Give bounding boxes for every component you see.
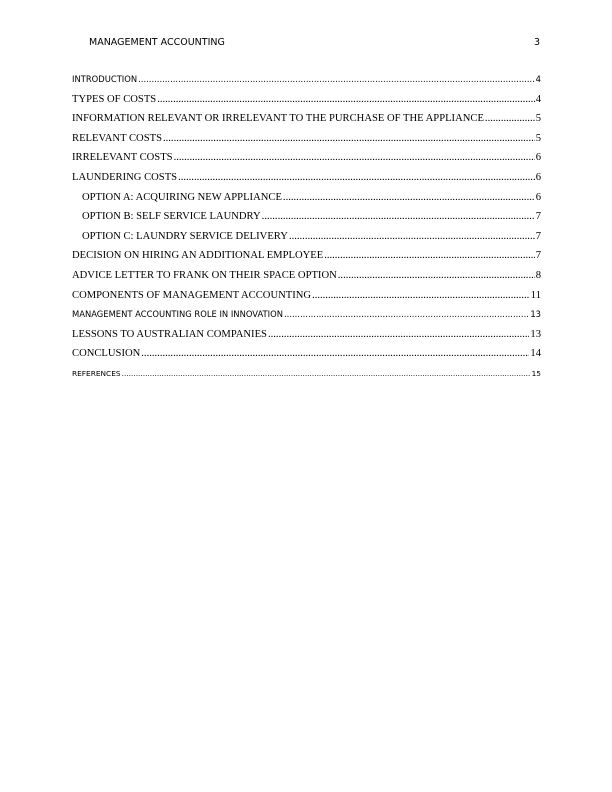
dot-leader	[141, 344, 529, 364]
toc-entry-label: INFORMATION RELEVANT OR IRRELEVANT TO THE PURCHASE OF THE APPLIANCE	[72, 113, 484, 125]
dot-leader	[138, 70, 535, 90]
dot-leader	[283, 188, 535, 208]
toc-entry-label: OPTION A: ACQUIRING NEW APPLIANCE	[82, 191, 282, 203]
toc-entry-introduction[interactable]	[72, 70, 541, 90]
toc-entry-page: 7	[535, 250, 541, 262]
dot-leader	[312, 286, 530, 306]
toc-entry-lessons[interactable]	[72, 325, 541, 345]
toc-entry-components[interactable]	[72, 286, 541, 306]
table-of-contents	[72, 70, 541, 384]
toc-entry-page: 7	[535, 211, 541, 223]
toc-entry-label: TYPES OF COSTS	[72, 93, 157, 105]
dot-leader	[268, 325, 529, 345]
toc-entry-label: RELEVANT COSTS	[72, 132, 162, 144]
toc-entry-page: 8	[535, 269, 541, 281]
toc-entry-label: ADVICE LETTER TO FRANK ON THEIR SPACE OPTION	[72, 269, 337, 281]
dot-leader	[163, 129, 535, 149]
toc-entry-page: 13	[530, 328, 541, 340]
toc-entry-role-in-innovation[interactable]	[72, 305, 541, 325]
toc-entry-label: OPTION B: SELF SERVICE LAUNDRY	[82, 211, 261, 223]
toc-entry-label: OPTION C: LAUNDRY SERVICE DELIVERY	[82, 230, 288, 242]
page-header	[89, 37, 540, 51]
toc-entry-option-c[interactable]	[72, 227, 541, 247]
toc-entry-page: 11	[530, 289, 541, 301]
dot-leader	[262, 207, 535, 227]
toc-entry-laundering-costs[interactable]	[72, 168, 541, 188]
toc-entry-label: REFERENCES	[72, 368, 121, 378]
dot-leader	[122, 364, 531, 384]
toc-entry-page: 15	[531, 368, 541, 378]
toc-entry-page: 4	[535, 93, 541, 105]
toc-entry-option-a[interactable]	[72, 188, 541, 208]
toc-entry-page: 13	[530, 309, 541, 320]
toc-entry-advice-letter[interactable]	[72, 266, 541, 286]
toc-entry-label: INTRODUCTION	[72, 74, 138, 84]
dot-leader	[174, 148, 535, 168]
toc-entry-page: 5	[535, 113, 541, 125]
dot-leader	[157, 90, 535, 110]
toc-entry-label: CONCLUSION	[72, 348, 141, 360]
toc-entry-label: LESSONS TO AUSTRALIAN COMPANIES	[72, 328, 267, 340]
toc-entry-page: 4	[535, 74, 541, 84]
toc-entry-references[interactable]	[72, 364, 541, 384]
dot-leader	[324, 246, 535, 266]
toc-entry-information-relevant[interactable]	[72, 109, 541, 129]
toc-entry-label: IRRELEVANT COSTS	[72, 152, 173, 164]
toc-entry-page: 6	[535, 152, 541, 164]
dot-leader	[178, 168, 535, 188]
dot-leader	[284, 305, 529, 325]
toc-entry-decision-hiring[interactable]	[72, 246, 541, 266]
dot-leader	[289, 227, 535, 247]
toc-entry-types-of-costs[interactable]	[72, 90, 541, 110]
toc-entry-label: LAUNDERING COSTS	[72, 171, 178, 183]
toc-entry-conclusion[interactable]	[72, 344, 541, 364]
toc-entry-label: COMPONENTS OF MANAGEMENT ACCOUNTING	[72, 289, 312, 301]
toc-entry-page: 6	[535, 191, 541, 203]
toc-entry-page: 14	[530, 348, 541, 360]
page-number: 3	[533, 37, 540, 48]
toc-entry-relevant-costs[interactable]	[72, 129, 541, 149]
toc-entry-irrelevant-costs[interactable]	[72, 148, 541, 168]
toc-entry-label: DECISION ON HIRING AN ADDITIONAL EMPLOYEE	[72, 250, 324, 262]
dot-leader	[338, 266, 535, 286]
toc-entry-page: 5	[535, 132, 541, 144]
running-header-title: MANAGEMENT ACCOUNTING	[89, 37, 225, 48]
toc-entry-page: 7	[535, 230, 541, 242]
toc-entry-label: MANAGEMENT ACCOUNTING ROLE IN INNOVATION	[72, 309, 283, 320]
toc-entry-page: 6	[535, 171, 541, 183]
toc-entry-option-b[interactable]	[72, 207, 541, 227]
dot-leader	[485, 109, 535, 129]
